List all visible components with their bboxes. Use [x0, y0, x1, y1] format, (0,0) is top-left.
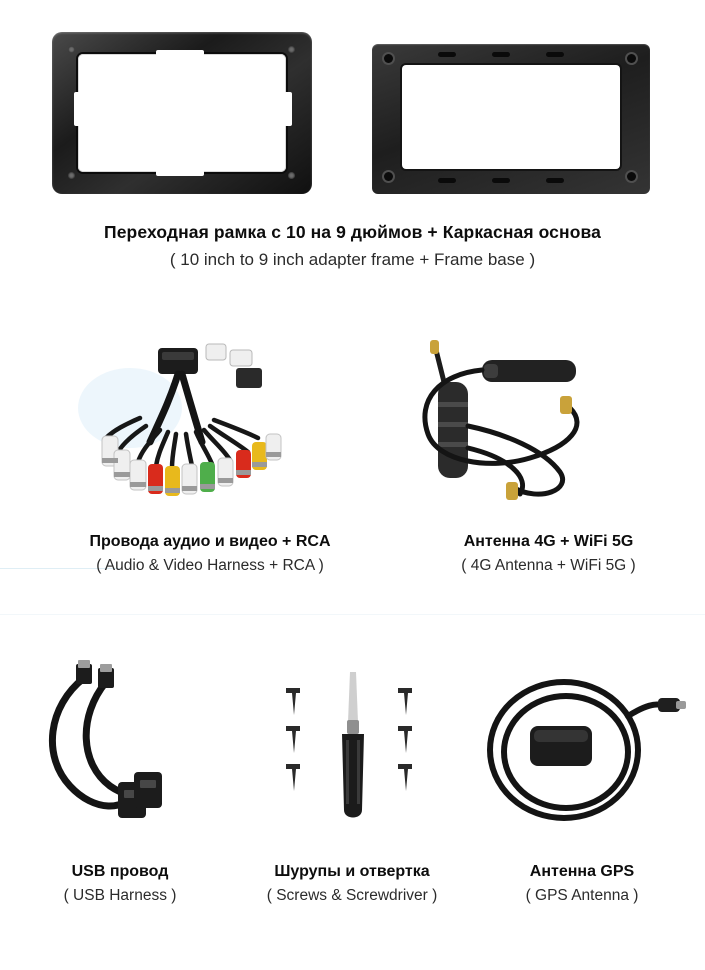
frame-screw-tl	[68, 46, 75, 53]
mount-hole-br	[627, 172, 636, 181]
frames-caption-ru: Переходная рамка с 10 на 9 дюймов + Каркасная основа	[104, 222, 601, 242]
vent-slot-4	[438, 178, 456, 183]
usb-caption-en: ( USB Harness )	[63, 887, 177, 905]
frames-row	[0, 18, 705, 198]
adapter-frame-glossy-image	[52, 32, 312, 194]
gps-antenna-image	[468, 660, 693, 860]
frame-screw-br	[288, 172, 295, 179]
frame-opening	[78, 54, 286, 172]
mount-hole-bl	[384, 172, 393, 181]
mount-hole-tl	[384, 54, 393, 63]
frames-caption-en: ( 10 inch to 9 inch adapter frame + Frame base )	[169, 250, 536, 269]
vent-slot-2	[492, 52, 510, 57]
usb-harness-image	[18, 660, 238, 860]
section-frames	[0, 0, 705, 300]
frame-screw-tr	[288, 46, 295, 53]
section-accessories	[0, 650, 705, 950]
section-harness-antenna	[0, 330, 705, 610]
harness-caption-en: ( Audio & Video Harness + RCA )	[96, 557, 324, 575]
screws-screwdriver-image	[238, 660, 468, 860]
screws-caption-ru: Шурупы и отвертка	[274, 863, 430, 880]
screws-caption-en: ( Screws & Screwdriver )	[266, 887, 438, 905]
vent-slot-5	[492, 178, 510, 183]
gps-caption-ru: Антенна GPS	[529, 863, 635, 880]
antenna-caption-block	[402, 532, 695, 576]
frame-tab-top	[156, 50, 204, 56]
frames-caption-block	[0, 222, 705, 270]
frame-tab-left	[74, 92, 82, 126]
usb-caption-block	[10, 862, 230, 906]
antenna-caption-ru: Антенна 4G + WiFi 5G	[463, 533, 634, 550]
vent-slot-1	[438, 52, 456, 57]
frame-base-matte-image	[372, 44, 650, 194]
vent-slot-3	[546, 52, 564, 57]
image-artifact-line-2	[0, 614, 705, 615]
harness-caption-ru: Провода аудио и видео + RCA	[89, 533, 331, 550]
frame-base-opening	[402, 65, 620, 169]
frame-screw-bl	[68, 172, 75, 179]
frame-tab-right	[284, 92, 292, 126]
gps-caption-block	[472, 862, 692, 906]
antenna-caption-en: ( 4G Antenna + WiFi 5G )	[461, 557, 636, 575]
usb-caption-ru: USB провод	[71, 863, 169, 880]
4g-wifi-antenna-image	[410, 330, 695, 530]
harness-caption-block	[10, 532, 410, 576]
frame-tab-bottom	[156, 170, 204, 176]
gps-caption-en: ( GPS Antenna )	[525, 887, 639, 905]
vent-slot-6	[546, 178, 564, 183]
audio-video-harness-image	[10, 330, 410, 530]
mount-hole-tr	[627, 54, 636, 63]
screws-caption-block	[232, 862, 472, 906]
